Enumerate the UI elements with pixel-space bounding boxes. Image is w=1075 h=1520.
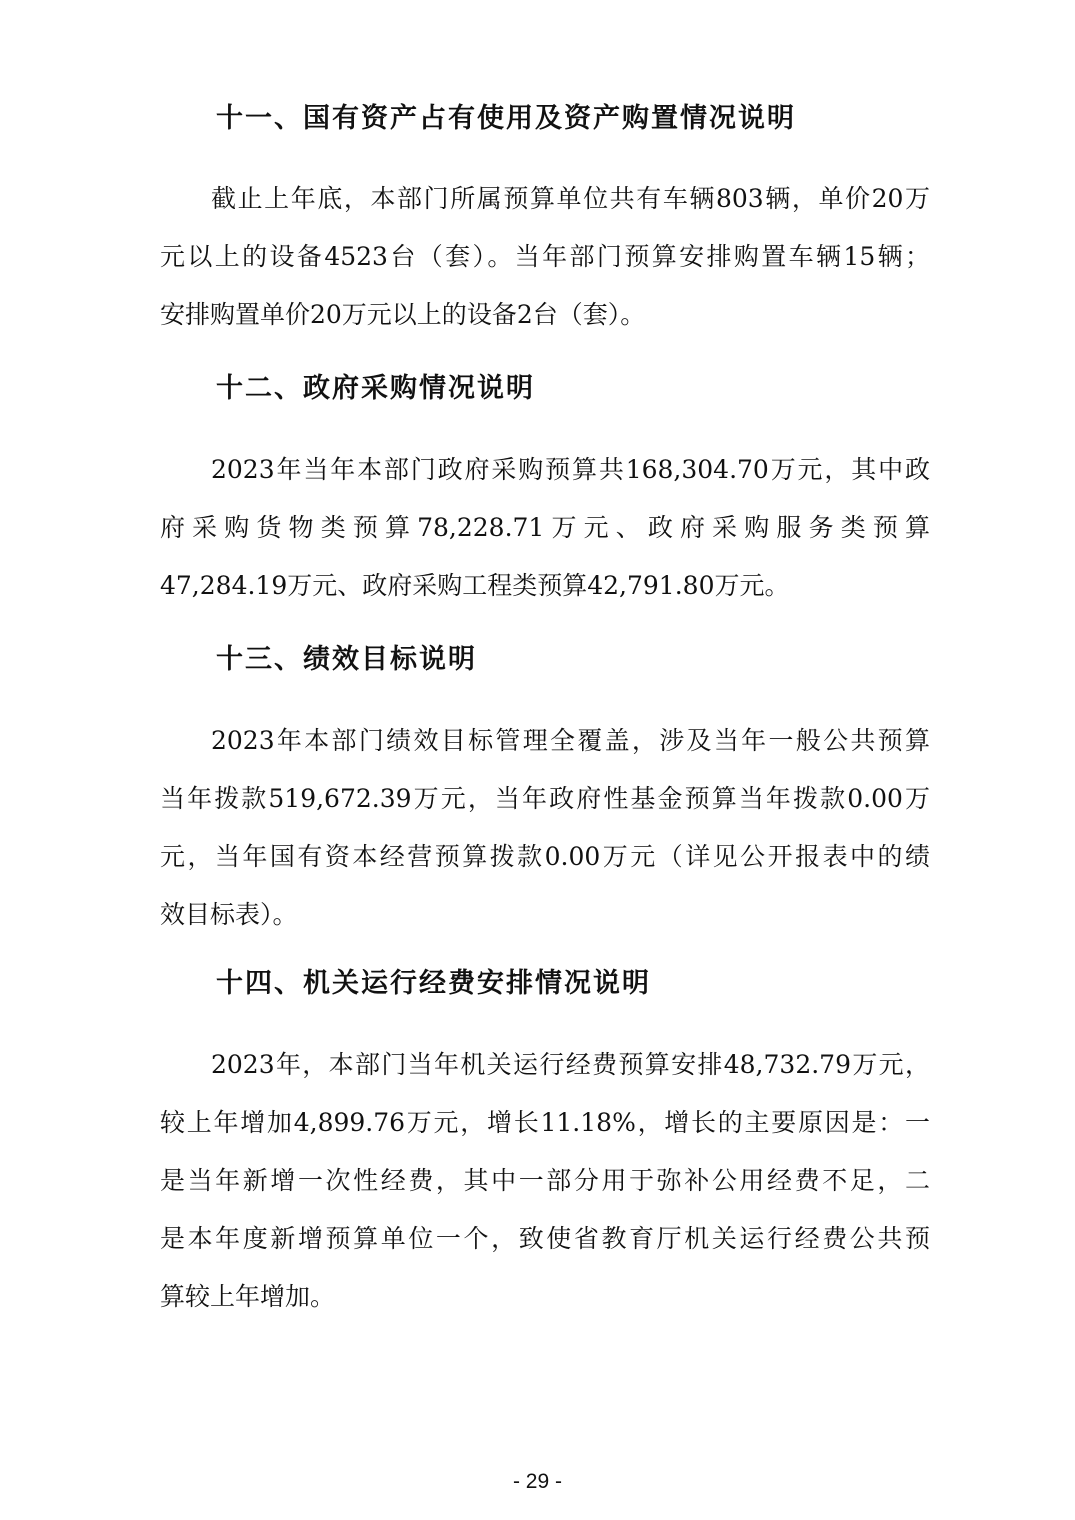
section-heading-procurement: 十二、政府采购情况说明: [216, 373, 535, 404]
section-body-assets: [160, 170, 930, 344]
section-body-procurement: [160, 441, 930, 615]
paragraph-line: 较上年增加4,899.76万元，增长11.18%，增长的主要原因是：一: [160, 1108, 930, 1137]
paragraph-line: 算较上年增加。: [160, 1282, 336, 1311]
paragraph-line: 是本年度新增预算单位一个，致使省教育厅机关运行经费公共预: [160, 1224, 930, 1253]
paragraph-line: 安排购置单价20万元以上的设备2台（套）。: [160, 300, 646, 329]
paragraph-line: 2023年，本部门当年机关运行经费预算安排48,732.79万元，: [211, 1050, 930, 1079]
paragraph-line: 是当年新增一次性经费，其中一部分用于弥补公用经费不足，二: [160, 1166, 930, 1195]
section-heading-assets: 十一、国有资产占有使用及资产购置情况说明: [216, 103, 796, 134]
section-body-performance: [160, 712, 930, 944]
page-number: - 29 -: [512, 1470, 562, 1493]
paragraph-line: 元，当年国有资本经营预算拨款0.00万元（详见公开报表中的绩: [160, 842, 930, 871]
section-heading-performance: 十三、绩效目标说明: [216, 644, 477, 675]
paragraph-line: 效目标表）。: [160, 900, 298, 929]
paragraph-line: 府采购货物类预算78,228.71万元、政府采购服务类预算: [160, 513, 930, 542]
paragraph-line: 47,284.19万元、政府采购工程类预算42,791.80万元。: [160, 571, 790, 600]
paragraph-line: 2023年当年本部门政府采购预算共168,304.70万元，其中政: [211, 455, 930, 484]
section-heading-operating-expenses: 十四、机关运行经费安排情况说明: [216, 968, 651, 999]
paragraph-line: 2023年本部门绩效目标管理全覆盖，涉及当年一般公共预算: [211, 726, 930, 755]
paragraph-line: 截止上年底，本部门所属预算单位共有车辆803辆，单价20万: [211, 184, 930, 213]
paragraph-line: 当年拨款519,672.39万元，当年政府性基金预算当年拨款0.00万: [160, 784, 930, 813]
paragraph-line: 元以上的设备4523台（套）。当年部门预算安排购置车辆15辆；: [160, 242, 930, 271]
section-body-operating-expenses: [160, 1036, 930, 1326]
